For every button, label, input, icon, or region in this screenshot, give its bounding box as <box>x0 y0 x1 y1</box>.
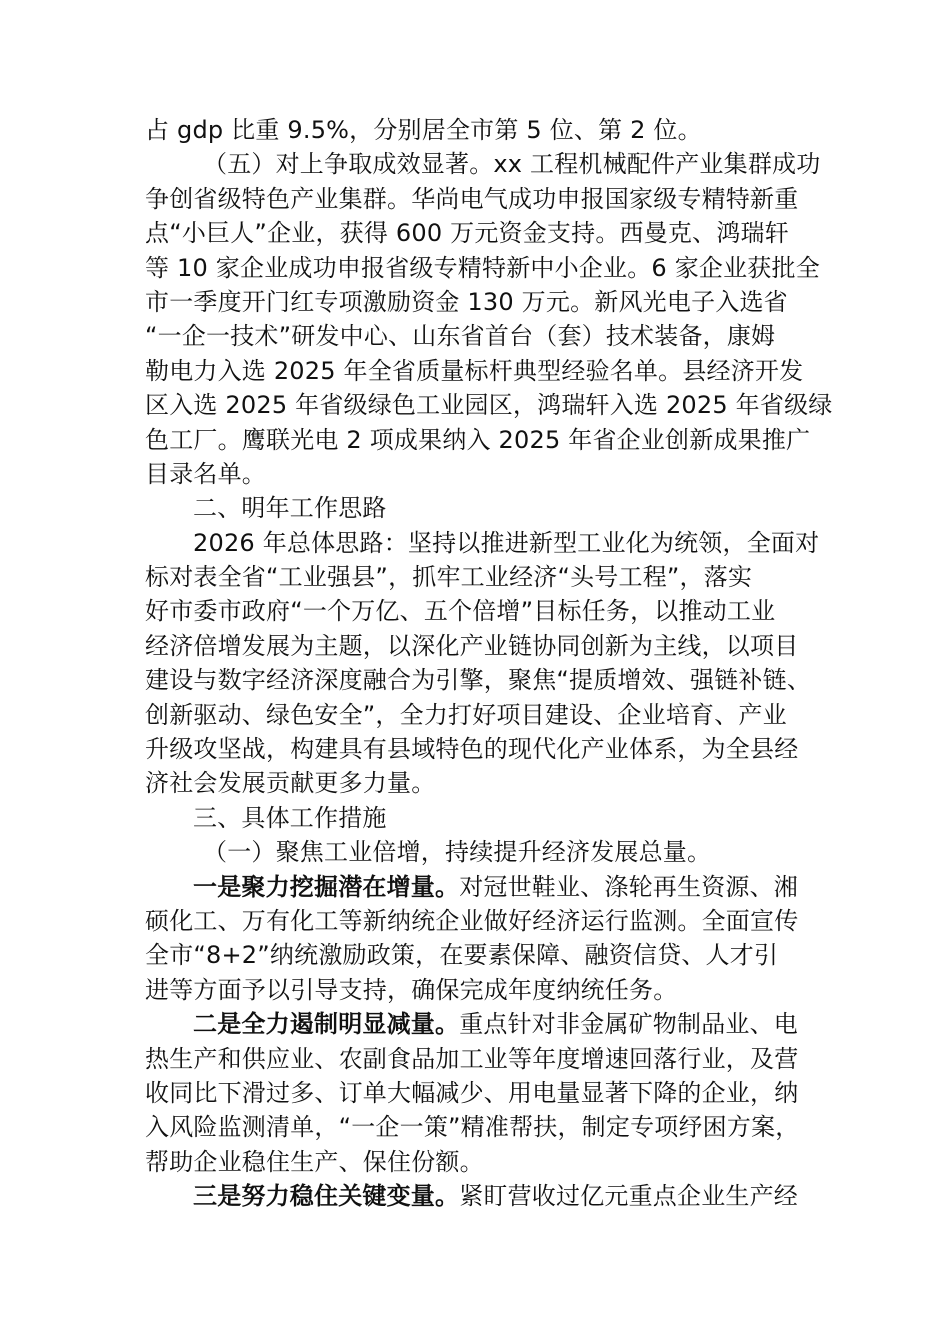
paragraph-start-line: 2026 年总体思路：坚持以推进新型工业化为统领，全面对 <box>193 528 820 557</box>
body-line: 建设与数字经济深度融合为引擎，聚焦“提质增效、强链补链、 <box>145 666 812 695</box>
body-line: 色工厂。鹰联光电 2 项成果纳入 2025 年省企业创新成果推广 <box>145 425 811 454</box>
document-page <box>145 113 833 1214</box>
body-line: 标对表全省“工业强县”，抓牢工业经济“头号工程”，落实 <box>145 563 753 592</box>
body-line: 热生产和供应业、农副食品加工业等年度增速回落行业，及营 <box>145 1044 799 1073</box>
lead-phrase: 二是全力遏制明显减量。 <box>193 1010 460 1039</box>
lead-rest: 紧盯营收过亿元重点企业生产经 <box>459 1182 799 1211</box>
paragraph-start-line: （五）对上争取成效显著。xx 工程机械配件产业集群成功 <box>203 150 821 179</box>
body-line: 收同比下滑过多、订单大幅减少、用电量显著下降的企业，纳 <box>145 1078 799 1107</box>
body-line: 等 10 家企业成功申报省级专精特新中小企业。6 家企业获批全 <box>145 253 820 282</box>
body-line: 创新驱动、绿色安全”，全力打好项目建设、企业培育、产业 <box>145 700 787 729</box>
body-line: 争创省级特色产业集群。华尚电气成功申报国家级专精特新重 <box>145 184 799 213</box>
body-line: 市一季度开门红专项激励资金 130 万元。新风光电子入选省 <box>145 287 788 316</box>
body-line: 全市“8+2”纳统激励政策，在要素保障、融资信贷、人才引 <box>145 941 779 970</box>
paragraph-start-line <box>145 870 810 904</box>
lead-phrase: 三是努力稳住关键变量。 <box>193 1182 460 1211</box>
body-line: 进等方面予以引导支持，确保完成年度纳统任务。 <box>145 975 678 1004</box>
body-line: 经济倍增发展为主题，以深化产业链协同创新为主线，以项目 <box>145 631 799 660</box>
section-heading: 二、明年工作思路 <box>193 494 387 523</box>
body-line: 帮助企业稳住生产、保住份额。 <box>145 1147 484 1176</box>
body-line: 升级攻坚战，构建具有县域特色的现代化产业体系，为全县经 <box>145 735 799 764</box>
paragraph-start-line <box>145 1007 810 1041</box>
lead-phrase: 一是聚力挖掘潜在增量。 <box>193 872 460 901</box>
lead-rest: 重点针对非金属矿物制品业、电 <box>459 1010 799 1039</box>
section-heading: 三、具体工作措施 <box>193 803 387 832</box>
subsection-heading: （一）聚焦工业倍增，持续提升经济发展总量。 <box>203 838 712 867</box>
body-line: 占 gdp 比重 9.5%，分别居全市第 5 位、第 2 位。 <box>145 116 702 144</box>
body-line: 勒电力入选 2025 年全省质量标杆典型经验名单。县经济开发 <box>145 356 804 385</box>
body-line: 区入选 2025 年省级绿色工业园区，鸿瑞轩入选 2025 年省级绿 <box>145 391 833 420</box>
paragraph-start-line <box>145 1179 810 1213</box>
body-line: 济社会发展贡献更多力量。 <box>145 769 436 798</box>
body-line: 入风险监测清单，“一企一策”精准帮扶，制定专项纾困方案， <box>145 1113 800 1142</box>
body-line: 硕化工、万有化工等新纳统企业做好经济运行监测。全面宣传 <box>145 906 799 935</box>
lead-rest: 对冠世鞋业、涤轮再生资源、湘 <box>459 872 799 901</box>
body-line: “一企一技术”研发中心、山东省首台（套）技术装备，康姆 <box>145 322 776 351</box>
body-line: 点“小巨人”企业，获得 600 万元资金支持。西曼克、鸿瑞轩 <box>145 219 789 248</box>
body-line: 好市委市政府“一个万亿、五个倍增”目标任务，以推动工业 <box>145 597 776 626</box>
body-line: 目录名单。 <box>145 459 266 488</box>
